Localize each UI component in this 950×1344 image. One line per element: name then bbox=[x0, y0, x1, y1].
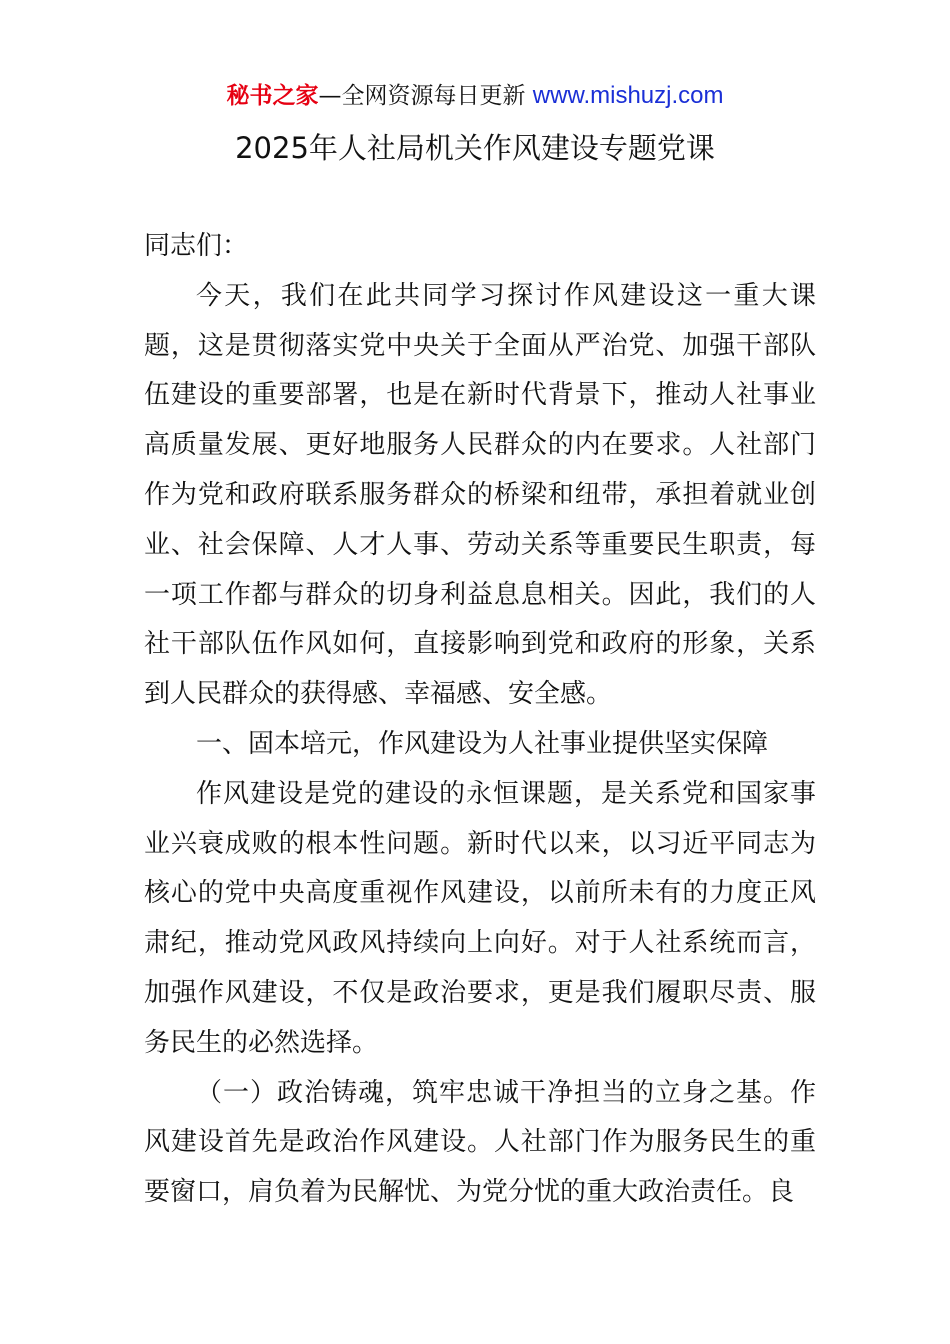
header-banner bbox=[0, 80, 950, 112]
salutation: 同志们： bbox=[144, 231, 249, 261]
section-heading: 一、固本培元，作风建设为人社事业提供坚实保障 bbox=[196, 728, 769, 759]
body-paragraph: 作风建设是党的建设的永恒课题，是关系党和国家事业兴衰成败的根本性问题。新时代以来，以习近平同志为核心的党中央高度重视作风建设，以前所未有的力度正风肃纪，推动党风政风持续向上向好。对于人社系统而言，加强作风建设，不仅是政治要求，更是我们履职尽责、服务民生的必然选择。 bbox=[144, 778, 816, 1058]
document-title: 2025年人社局机关作风建设专题党课 bbox=[235, 131, 715, 165]
header-tagline: —全网资源每日更新 bbox=[318, 83, 533, 109]
brand-name: 秘书之家 bbox=[226, 83, 319, 109]
body-paragraph: （一）政治铸魂，筑牢忠诚干净担当的立身之基。作风建设首先是政治作风建设。人社部门作为服务民生的重要窗口，肩负着为民解忧、为党分忧的重大政治责任。良 bbox=[144, 1077, 816, 1208]
site-url-link[interactable]: www.mishuzj.com bbox=[532, 82, 724, 109]
body-paragraph: 今天，我们在此共同学习探讨作风建设这一重大课题，这是贯彻落实党中央关于全面从严治党、加强干部队伍建设的重要部署，也是在新时代背景下，推动人社事业高质量发展、更好地服务人民群众的内在要求。人社部门作为党和政府联系服务群众的桥梁和纽带，承担着就业创业、社会保障、人才人事、劳动关系等重要民生职责，每一项工作都与群众的切身利益息息相关。因此，我们的人社干部队伍作风如何，直接影响到党和政府的形象，关系到人民群众的获得感、幸福感、安全感。 bbox=[144, 280, 816, 710]
document-body bbox=[144, 222, 816, 1218]
